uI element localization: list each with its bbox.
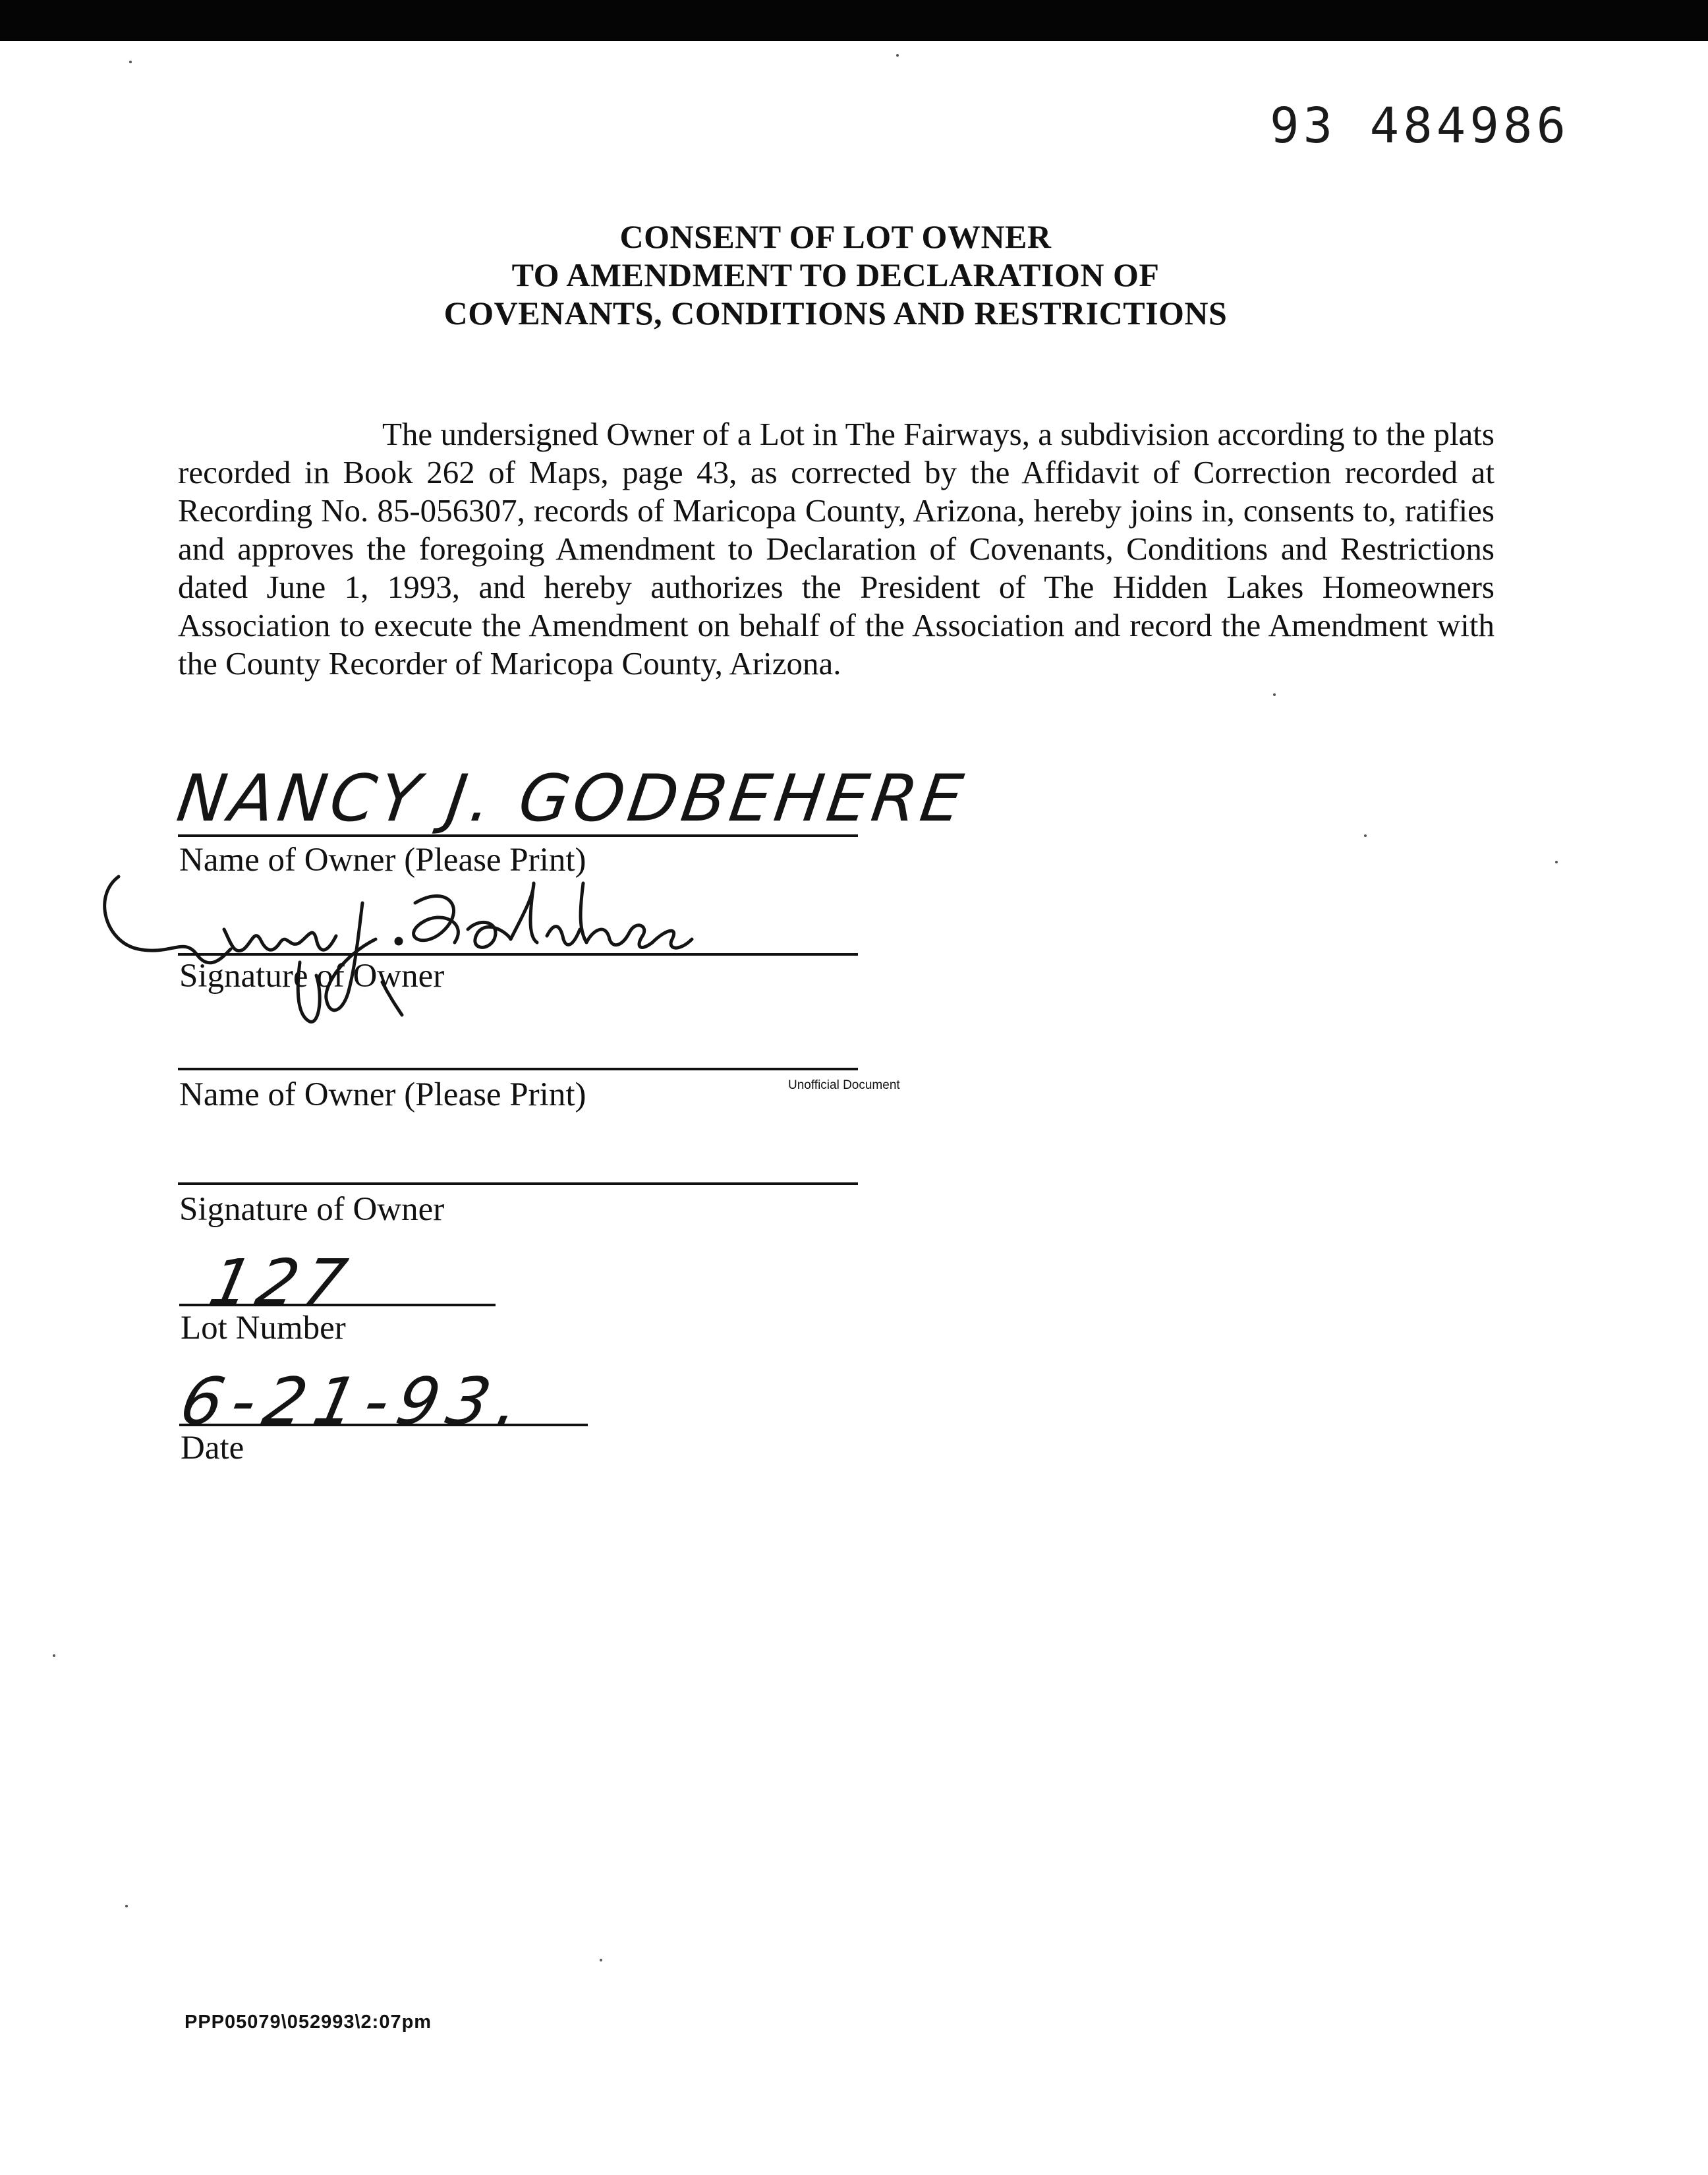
scan-top-border bbox=[0, 0, 1708, 41]
owner1-printed-name: NANCY J. GODBEHERE bbox=[172, 761, 971, 836]
date-line bbox=[179, 1424, 588, 1426]
scan-speck bbox=[896, 54, 899, 57]
recording-number: 93 484986 bbox=[1270, 98, 1570, 154]
title-line-1: CONSENT OF LOT OWNER bbox=[619, 218, 1052, 255]
footer-document-code: PPP05079\052993\2:07pm bbox=[185, 2012, 432, 2033]
owner1-name-label: Name of Owner (Please Print) bbox=[179, 842, 586, 879]
owner1-signature-label: Signature of Owner bbox=[179, 958, 445, 995]
owner1-signature bbox=[99, 857, 837, 1028]
owner1-signature-line bbox=[178, 953, 858, 956]
owner2-signature-line bbox=[178, 1182, 858, 1185]
scan-speck bbox=[125, 1905, 128, 1907]
scan-speck bbox=[1364, 834, 1367, 837]
title-line-2: TO AMENDMENT TO DECLARATION OF bbox=[511, 256, 1160, 293]
scan-speck bbox=[1273, 693, 1276, 696]
lot-number-label: Lot Number bbox=[181, 1310, 346, 1347]
owner2-name-label: Name of Owner (Please Print) bbox=[179, 1076, 586, 1113]
lot-number-line bbox=[179, 1304, 496, 1306]
owner1-name-line bbox=[178, 834, 858, 837]
scan-speck bbox=[600, 1959, 602, 1961]
scan-speck bbox=[129, 61, 132, 63]
owner2-signature-label: Signature of Owner bbox=[179, 1191, 445, 1228]
date-label: Date bbox=[181, 1430, 244, 1466]
unofficial-document-watermark: Unofficial Document bbox=[788, 1078, 900, 1092]
document-title bbox=[0, 218, 1671, 332]
consent-paragraph: The undersigned Owner of a Lot in The Fairways, a subdivision according to the plats recorded in Book 262 of Maps, page 43, as corrected by the Affidavit of Correction recorded at Recording No. 85-056307, records of Maricopa County, Arizona, hereby joins in, consents to, ratifies and approves the foregoing Amendment to Declaration of Covenants, Conditions and Restrictions dated June 1, 1993, and hereby authorizes the President of The Hidden Lakes Homeowners Association to execute the Amendment on behalf of the Association and record the Amendment with the County Recorder of Maricopa County, Arizona. bbox=[178, 416, 1494, 682]
lot-number-value: 127 bbox=[203, 1246, 360, 1320]
date-value: 6-21-93. bbox=[173, 1364, 536, 1439]
scan-speck bbox=[1555, 861, 1558, 863]
owner2-name-line bbox=[178, 1068, 858, 1070]
title-line-3: COVENANTS, CONDITIONS AND RESTRICTIONS bbox=[443, 295, 1228, 332]
scan-speck bbox=[53, 1654, 55, 1657]
